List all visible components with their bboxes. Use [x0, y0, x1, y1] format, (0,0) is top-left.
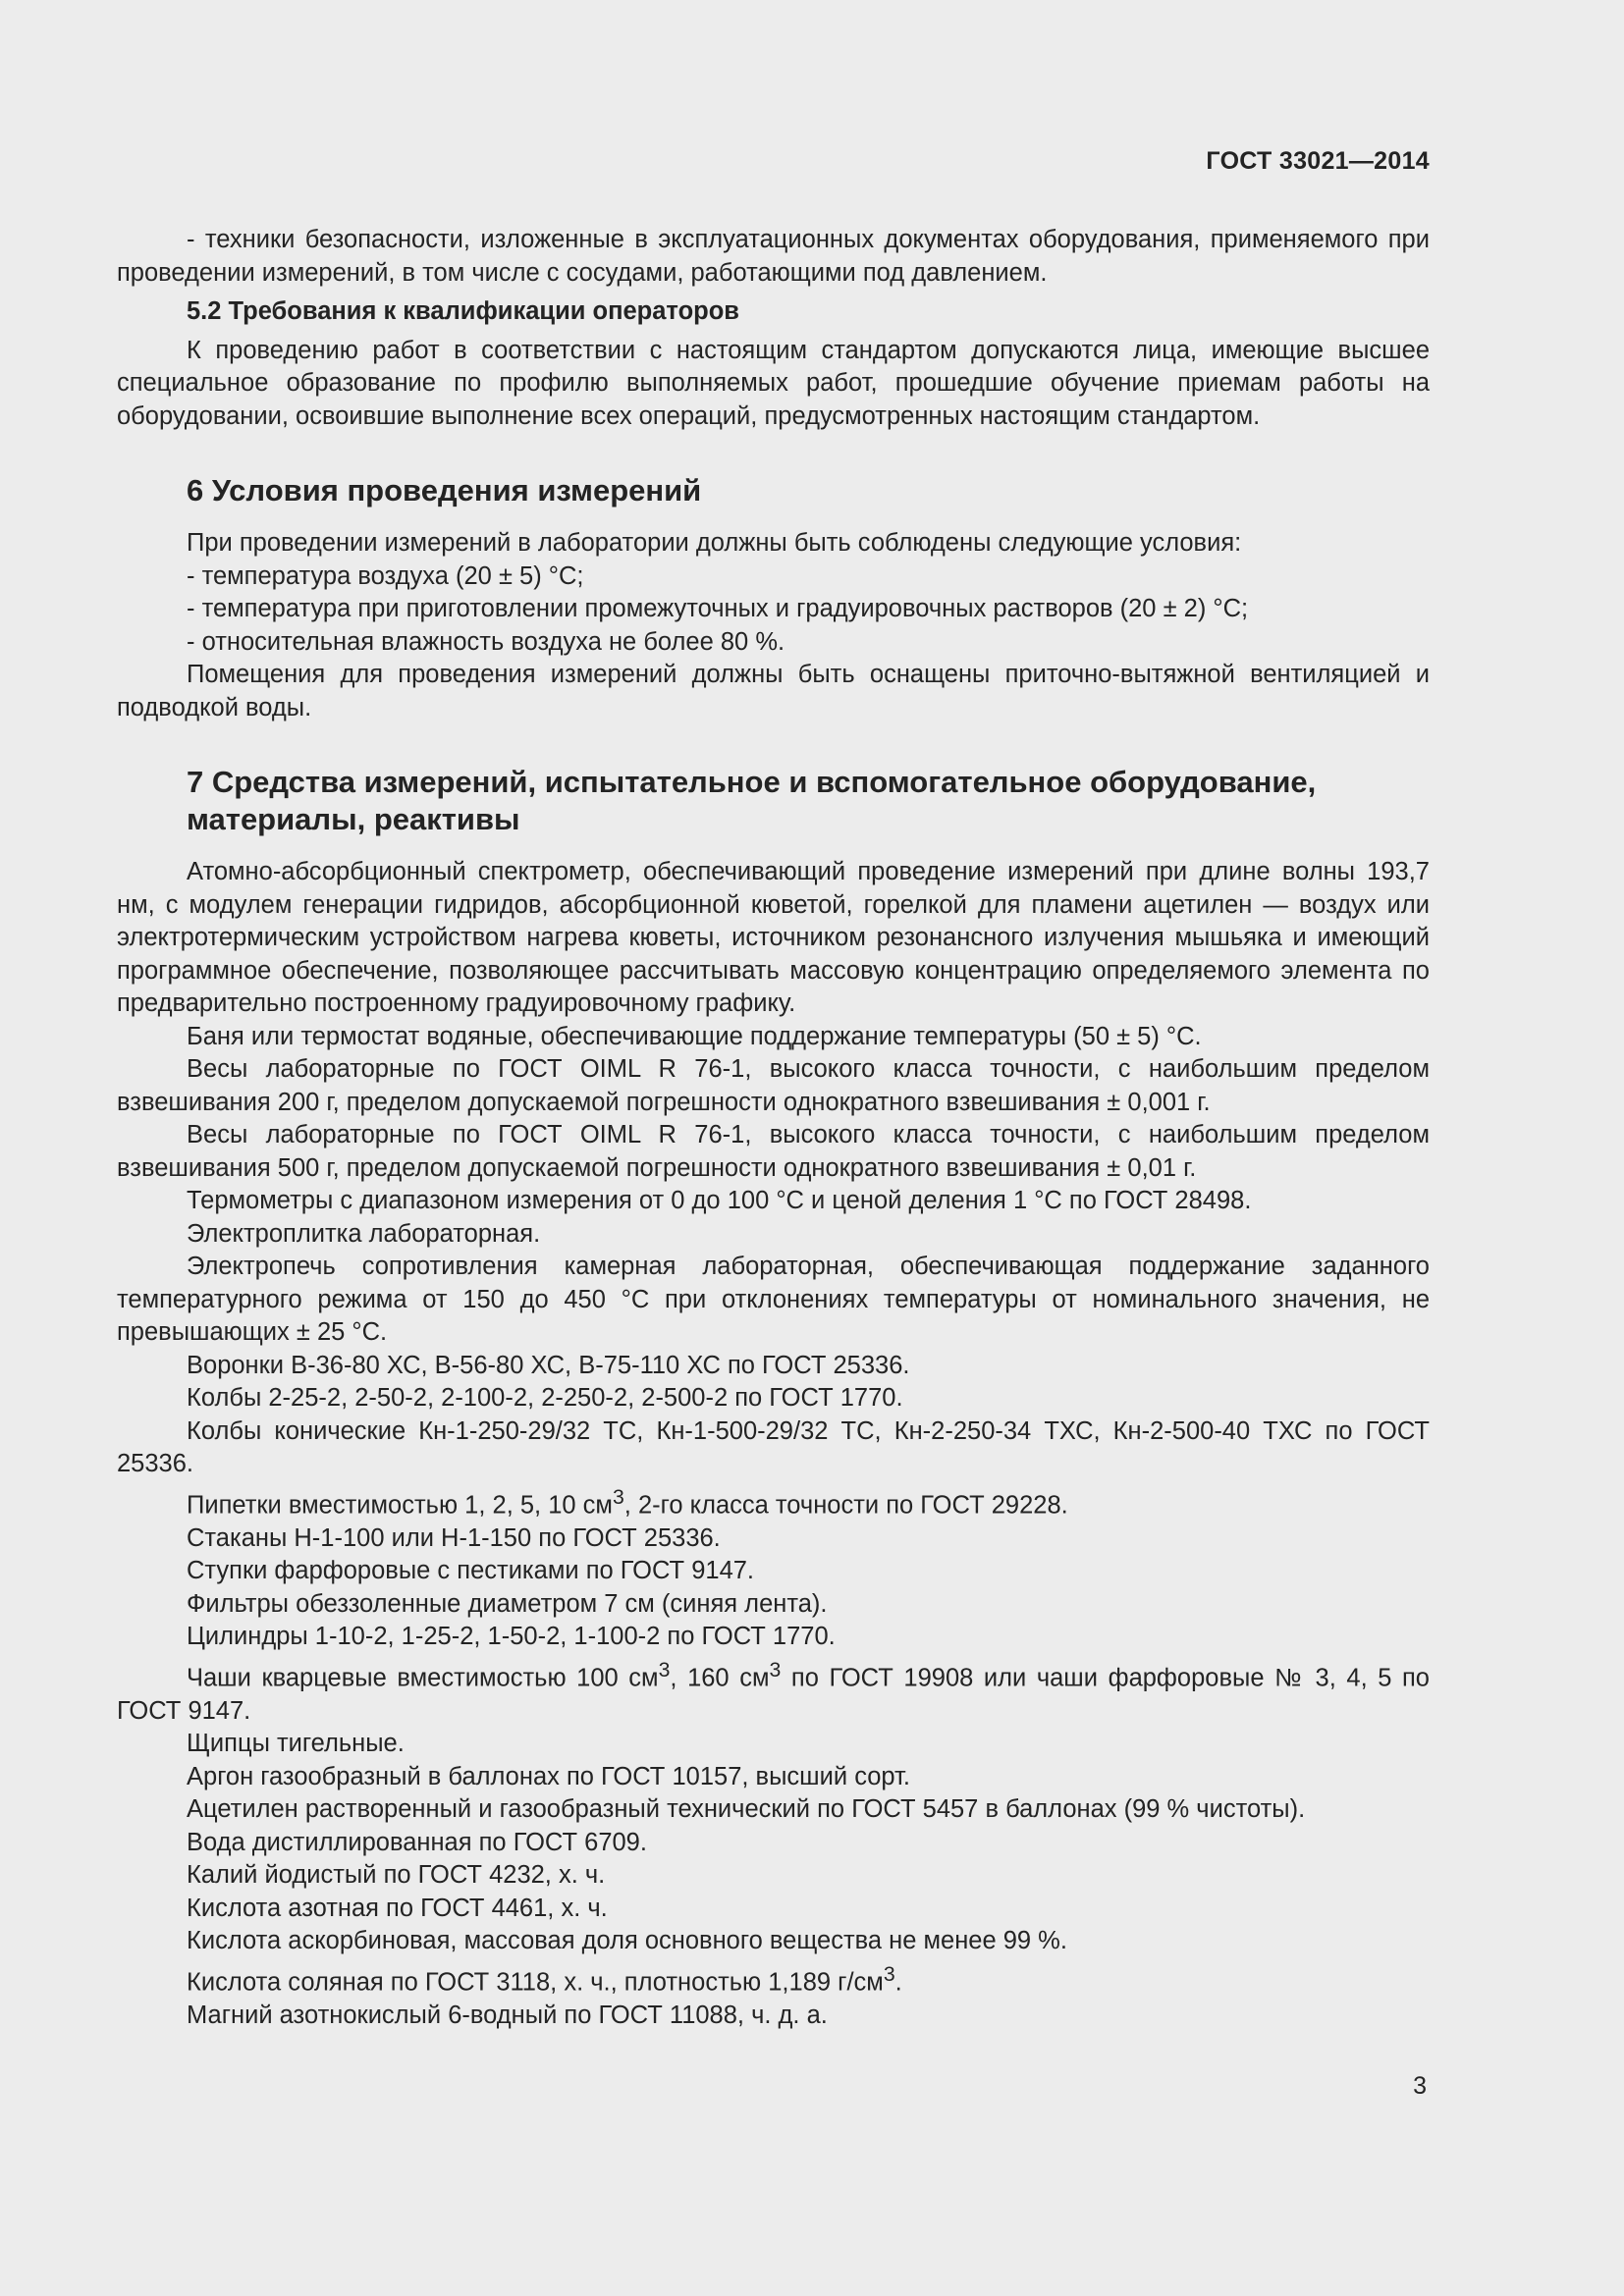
equipment-item: Щипцы тигельные. [187, 1730, 405, 1757]
section-7-title-line2: материалы, реактивы [187, 802, 520, 836]
equipment-item: Электропечь сопротивления камерная лабораторная, обеспечивающая поддержание заданного температурного режима от 150 до 450 °С при отклонениях температуры от номинального значения, не превышающих ± 25 °С. [117, 1253, 1430, 1346]
equipment-item: Кислота аскорбиновая, массовая доля основного вещества не менее 99 %. [187, 1927, 1067, 1954]
equipment-item-hcl: Кислота соляная по ГОСТ 3118, х. ч., плотностью 1,189 $г/см^3$. [187, 1961, 902, 1996]
equipment-item: Ступки фарфоровые с пестиками по ГОСТ 9147. [187, 1557, 755, 1584]
equipment-item: Термометры с диапазоном измерения от 0 до 100 °С и ценой деления 1 °С по ГОСТ 28498. [187, 1187, 1252, 1214]
equipment-item-bowls: Чаши кварцевые вместимостью 100 $см^3$, 160 $см^3$ по ГОСТ 19908 или чаши фарфоровые № 3, 4, 5 по ГОСТ 9147. [117, 1657, 1430, 1725]
condition-item: - температура при приготовлении промежуточных и градуировочных растворов (20 ± 2) °С; [187, 595, 1249, 622]
equipment-item: Калий йодистый по ГОСТ 4232, х. ч. [187, 1861, 606, 1889]
standard-code-header: ГОСТ 33021—2014 [1206, 147, 1430, 175]
qualification-paragraph: К проведению работ в соответствии с настоящим стандартом допускаются лица, имеющие высшее специальное образование по профилю выполняемых работ, прошедшие обучение приемам работы на оборудовании, освоившие выполнение всех операций, предусмотренных настоящим стандартом. [117, 336, 1430, 430]
equipment-item: Воронки В-36-80 ХС, В-56-80 ХС, В-75-110 ХС по ГОСТ 25336. [187, 1351, 910, 1379]
safety-paragraph: - техники безопасности, изложенные в эксплуатационных документах оборудования, применяемого при проведении измерений, в том числе с сосудами, работающими под давлением. [117, 226, 1430, 287]
equipment-item: Баня или термостат водяные, обеспечивающие поддержание температуры (50 ± 5) °С. [187, 1022, 1202, 1050]
equipment-item: Аргон газообразный в баллонах по ГОСТ 10157, высший сорт. [187, 1762, 910, 1790]
equipment-item: Фильтры обеззоленные диаметром 7 см (синяя лента). [187, 1589, 828, 1618]
conditions-closing: Помещения для проведения измерений должны быть оснащены приточно-вытяжной вентиляцией и подводкой воды. [117, 661, 1430, 721]
equipment-item: Стаканы Н-1-100 или Н-1-150 по ГОСТ 25336. [187, 1523, 721, 1552]
section-7-title [187, 764, 1430, 838]
equipment-item: Цилиндры 1-10-2, 1-25-2, 1-50-2, 1-100-2 по ГОСТ 1770. [187, 1623, 836, 1650]
section-6-title: 6 Условия проведения измерений [187, 473, 702, 507]
conditions-intro: При проведении измерений в лаборатории должны быть соблюдены следующие условия: [187, 529, 1242, 557]
equipment-item: Весы лабораторные по ГОСТ OIML R 76-1, высокого класса точности, с наибольшим пределом взвешивания 200 г, пределом допускаемой погрешности однократного взвешивания ± 0,001 г. [117, 1055, 1430, 1116]
page-number: 3 [1413, 2072, 1427, 2100]
subsection-5-2-title: 5.2 Требования к квалификации операторов [187, 297, 739, 325]
page-content [117, 224, 1430, 2032]
equipment-item: Магний азотнокислый 6-водный по ГОСТ 11088, ч. д. а. [187, 2001, 828, 2029]
equipment-item-pipettes: Пипетки вместимостью 1, 2, 5, 10 $см^3$, 2-го класса точности по ГОСТ 29228. [187, 1484, 1068, 1519]
equipment-item: Электроплитка лабораторная. [187, 1219, 541, 1248]
equipment-item: Колбы 2-25-2, 2-50-2, 2-100-2, 2-250-2, 2-500-2 по ГОСТ 1770. [187, 1384, 903, 1412]
equipment-item: Ацетилен растворенный и газообразный технический по ГОСТ 5457 в баллонах (99 % чистоты). [187, 1795, 1306, 1823]
condition-item: - относительная влажность воздуха не более 80 %. [187, 627, 785, 656]
equipment-item: Кислота азотная по ГОСТ 4461, х. ч. [187, 1894, 608, 1922]
equipment-item: Вода дистиллированная по ГОСТ 6709. [187, 1828, 647, 1856]
condition-item: - температура воздуха (20 ± 5) °С; [187, 561, 584, 590]
equipment-item: Атомно-абсорбционный спектрометр, обеспечивающий проведение измерений при длине волны 193,7 нм, с модулем генерации гидридов, абсорбционной кюветой, горелкой для пламени ацетилен — воздух или электротермическим устройством нагрева кюветы, источником резонансного излучения мышьяка и имеющий программное обеспечение, позволяющее рассчитывать массовую концентрацию определяемого элемента по предварительно построенному градуировочному графику. [117, 858, 1430, 1017]
equipment-item: Колбы конические Кн-1-250-29/32 ТС, Кн-1-500-29/32 ТС, Кн-2-250-34 ТХС, Кн-2-500-40 ТХС по ГОСТ 25336. [117, 1416, 1430, 1477]
equipment-item: Весы лабораторные по ГОСТ OIML R 76-1, высокого класса точности, с наибольшим пределом взвешивания 500 г, пределом допускаемой погрешности однократного взвешивания ± 0,01 г. [117, 1121, 1430, 1182]
section-7-title-line1: 7 Средства измерений, испытательное и вспомогательное оборудование, [187, 765, 1317, 799]
